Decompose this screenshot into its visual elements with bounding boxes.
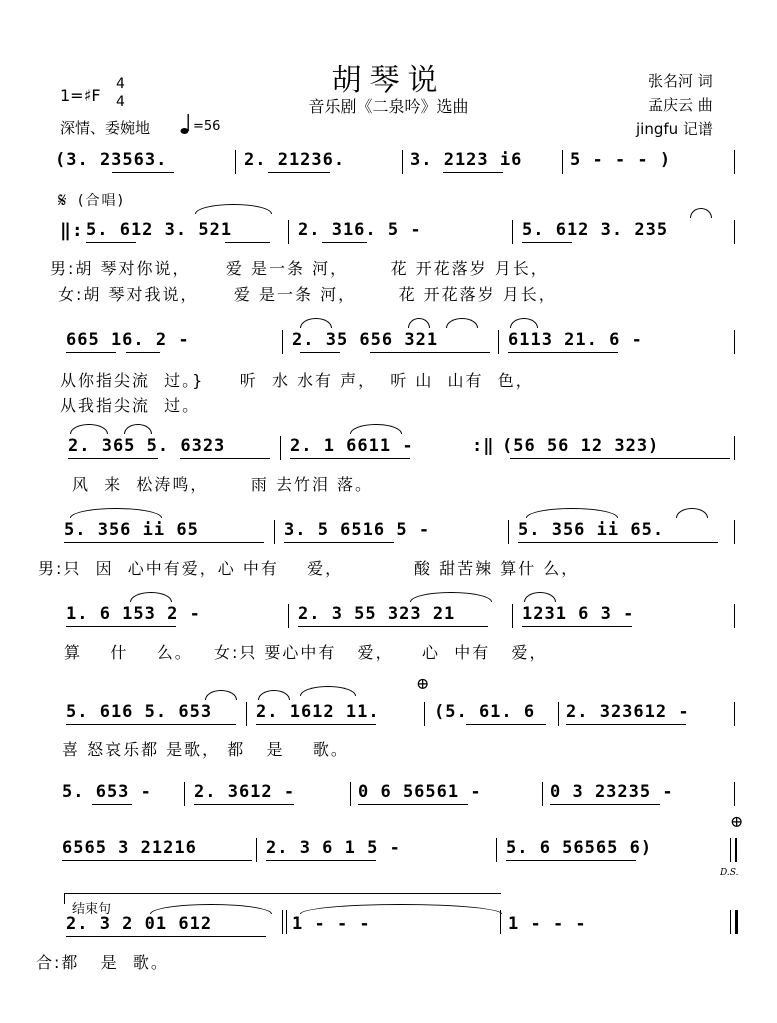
measure: 2. 35 656 321 bbox=[292, 330, 439, 350]
segno-icon: 𝄋 bbox=[58, 188, 67, 212]
song-title: 胡琴说 bbox=[331, 63, 446, 98]
repeat-end-icon: :‖ bbox=[472, 436, 495, 456]
song-subtitle: 音乐剧《二泉吟》选曲 bbox=[308, 97, 469, 116]
transcriber-credit: jingfu 记谱 bbox=[636, 120, 713, 138]
time-signature-bottom: 4 bbox=[116, 94, 125, 110]
ending-bracket bbox=[64, 893, 501, 904]
measure: 3. 2123 i6 bbox=[410, 150, 523, 170]
lyricist-credit: 张名河 词 bbox=[648, 72, 713, 90]
measure: (3. 23563. bbox=[55, 150, 168, 170]
lyric-line: 风 来 松涛鸣， 雨 去竹泪 落。 bbox=[72, 475, 374, 494]
lyric-line: 从你指尖流 过。} 听 水 水有 声， 听 山 山有 色， bbox=[60, 371, 534, 390]
measure: 0 3 23235 - bbox=[550, 782, 674, 802]
measure: 6565 3 21216 bbox=[62, 838, 197, 858]
measure: 2. 1612 11. bbox=[256, 702, 380, 722]
measure: 0 6 56561 - bbox=[358, 782, 482, 802]
measure: 2. 365 5. 6323 bbox=[68, 436, 226, 456]
measure: 5. 612 3. 235 bbox=[522, 220, 669, 240]
key-signature: 1=♯F bbox=[60, 86, 101, 105]
measure: 2. 3 6 1 5 - bbox=[266, 838, 401, 858]
measure: 5. 356 ii 65 bbox=[64, 520, 199, 540]
time-signature-top: 4 bbox=[116, 76, 125, 92]
lyric-line: 合:都 是 歌。 bbox=[36, 953, 169, 972]
repeat-start-icon: ‖: bbox=[60, 220, 84, 241]
coda-icon: ⊕ bbox=[730, 812, 744, 831]
measure: 5. 653 - bbox=[62, 782, 152, 802]
measure: 5. 612 3. 521 bbox=[86, 220, 233, 240]
tempo-text: 深情、委婉地 bbox=[60, 119, 151, 137]
measure: (56 56 12 323) bbox=[502, 436, 660, 456]
measure: 2. 316. 5 - bbox=[298, 220, 422, 240]
lyric-line: 喜 怒哀乐都 是歌， 都 是 歌。 bbox=[62, 740, 349, 759]
measure: 6113 21. 6 - bbox=[508, 330, 643, 350]
measure: 1 - - - bbox=[508, 914, 587, 934]
measure: 1 - - - bbox=[292, 914, 371, 934]
measure: 1231 6 3 - bbox=[522, 604, 635, 624]
measure: 5. 356 ii 65. bbox=[518, 520, 665, 540]
lyric-line: 男:胡 琴对你说， 爱 是一条 河， 花 开花落岁 月长， bbox=[50, 259, 549, 278]
composer-credit: 孟庆云 曲 bbox=[648, 96, 713, 114]
section-label: (合唱) bbox=[78, 193, 125, 209]
lyric-line: 算 什 么。 女:只 要心中有 爱， 心 中有 爱， bbox=[64, 643, 548, 662]
measure: 2. 323612 - bbox=[566, 702, 690, 722]
measure: 3. 5 6516 5 - bbox=[284, 520, 431, 540]
measure: 1. 6 153 2 - bbox=[66, 604, 201, 624]
ds-mark: D.S. bbox=[720, 868, 739, 878]
measure: (5. 61. 6 bbox=[434, 702, 536, 722]
measure: 5 - - - ) bbox=[570, 150, 672, 170]
measure: 5. 6 56565 6) bbox=[506, 838, 653, 858]
measure: 2. 3 2 01 612 bbox=[66, 914, 213, 934]
measure: 665 16. 2 - bbox=[66, 330, 190, 350]
measure: 2. 3612 - bbox=[194, 782, 296, 802]
lyric-line: 女:胡 琴对我说， 爱 是一条 河， 花 开花落岁 月长， bbox=[58, 285, 557, 304]
measure: 2. 21236. bbox=[244, 150, 346, 170]
measure: 2. 1 6611 - bbox=[290, 436, 414, 456]
ending-label: 结束句 bbox=[72, 902, 112, 917]
quarter-note-icon bbox=[180, 113, 192, 135]
lyric-line: 从我指尖流 过。 bbox=[60, 396, 201, 415]
tempo-value: =56 bbox=[193, 119, 221, 134]
measure: 2. 3 55 323 21 bbox=[298, 604, 456, 624]
measure: 5. 616 5. 653 bbox=[66, 702, 213, 722]
lyric-line: 男:只 因 心中有爱，心 中有 爱， 酸 甜苦辣 算什 么， bbox=[38, 559, 580, 578]
coda-icon: ⊕ bbox=[416, 674, 430, 693]
